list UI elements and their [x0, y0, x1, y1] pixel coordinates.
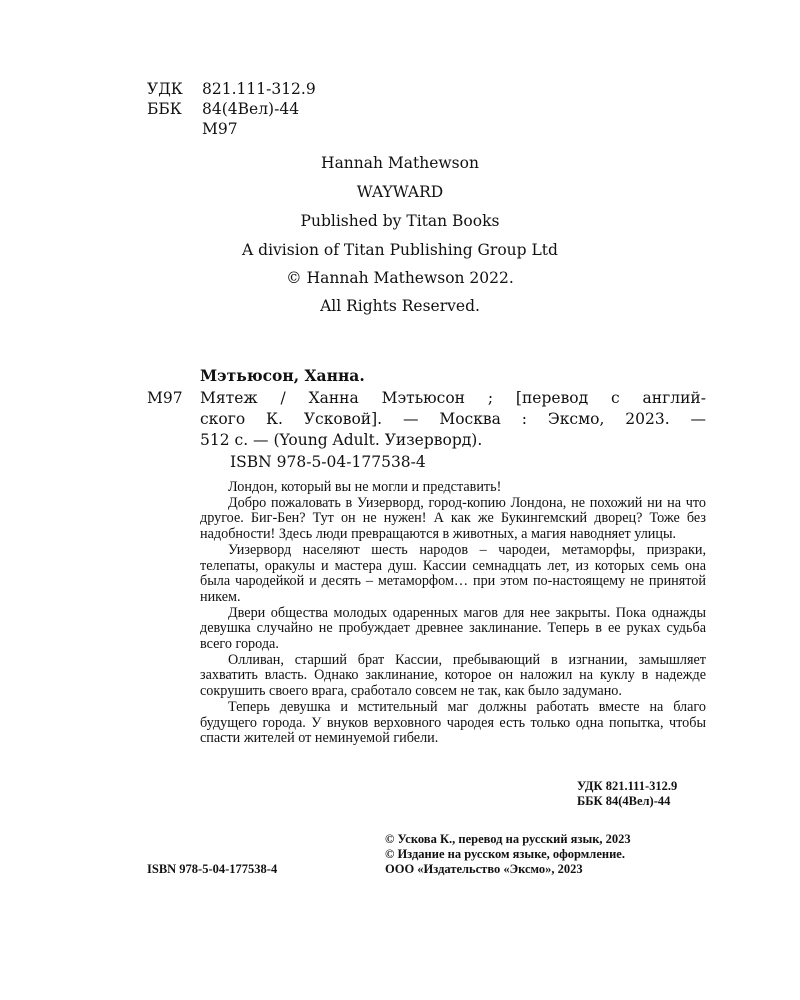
bbk-line [147, 100, 299, 118]
bib-author-heading: Мэтьюсон, Ханна. [200, 366, 365, 385]
bib-isbn: ISBN 978-5-04-177538-4 [230, 453, 426, 471]
annotation-paragraph: Теперь девушка и мстительный маг должны работать вместе на благо будущего города. У внуков верховного чародея есть только одна попытка, чтобы спасти жителей от неминуемой гибели. [200, 698, 706, 747]
bbk-label: ББК [147, 100, 182, 118]
original-author: Hannah Mathewson [321, 154, 479, 172]
udk-label: УДК [147, 80, 183, 98]
original-publisher-division: A division of Titan Publishing Group Ltd [242, 241, 558, 259]
author-mark: М97 [202, 120, 238, 138]
bbk-small: ББК 84(4Вел)-44 [577, 794, 671, 808]
copyright-line: ООО «Издательство «Эксмо», 2023 [385, 862, 583, 876]
udk-small: УДК 821.111-312.9 [577, 779, 678, 793]
annotation-paragraph: Добро пожаловать в Уизерворд, город-копию Лондона, не похожий ни на что другое. Биг-Бен? Тут он не нужен! А как же Букингемский дворец? Тоже без надобности! Здесь люди превращаются в животных, а магия наводняет улицы. [200, 494, 706, 543]
original-publisher: Published by Titan Books [300, 212, 500, 230]
bib-line: ского К. Усковой]. — Москва : Эксмо, 2023. — [200, 410, 706, 428]
annotation-paragraph: Лондон, который вы не могли и представить! [228, 479, 502, 495]
copyright-line: © Ускова К., перевод на русский язык, 2023 [385, 832, 631, 846]
original-rights: All Rights Reserved. [320, 297, 480, 315]
annotation [200, 480, 706, 747]
author-mark-line [147, 120, 238, 138]
bib-line: Мятеж / Ханна Мэтьюсон ; [перевод с англий- [200, 389, 706, 407]
bbk-value: 84(4Вел)-44 [202, 100, 300, 118]
bib-author-code: М97 [147, 389, 183, 407]
annotation-paragraph: Двери общества молодых одаренных магов для нее закрыты. Пока однажды девушка случайно не пробуждает древнее заклинание. Теперь в ее руках судьба всего города. [200, 604, 706, 653]
original-title: WAYWARD [356, 183, 444, 201]
original-copyright: © Hannah Mathewson 2022. [286, 269, 514, 287]
footer-isbn: ISBN 978-5-04-177538-4 [147, 862, 278, 876]
bib-line: 512 с. — (Young Adult. Уизерворд). [200, 431, 483, 449]
udk-line [147, 80, 316, 98]
annotation-paragraph: Уизерворд населяют шесть народов – чародеи, метаморфы, призраки, телепаты, оракулы и мастера душ. Кассии семнадцать лет, из которых семь она была чародейкой и десять – метаморфом… при этом по-настоящему не принятой никем. [200, 541, 706, 605]
copyright-line: © Издание на русском языке, оформление. [385, 847, 625, 861]
udk-value: 821.111-312.9 [202, 80, 316, 98]
annotation-paragraph: Олливан, старший брат Кассии, пребывающий в изгнании, замышляет захватить власть. Однако заклинание, которое он наложил на куклу в надежде сокрушить своего врага, сработало совсем не так, как было задумано. [200, 651, 706, 700]
